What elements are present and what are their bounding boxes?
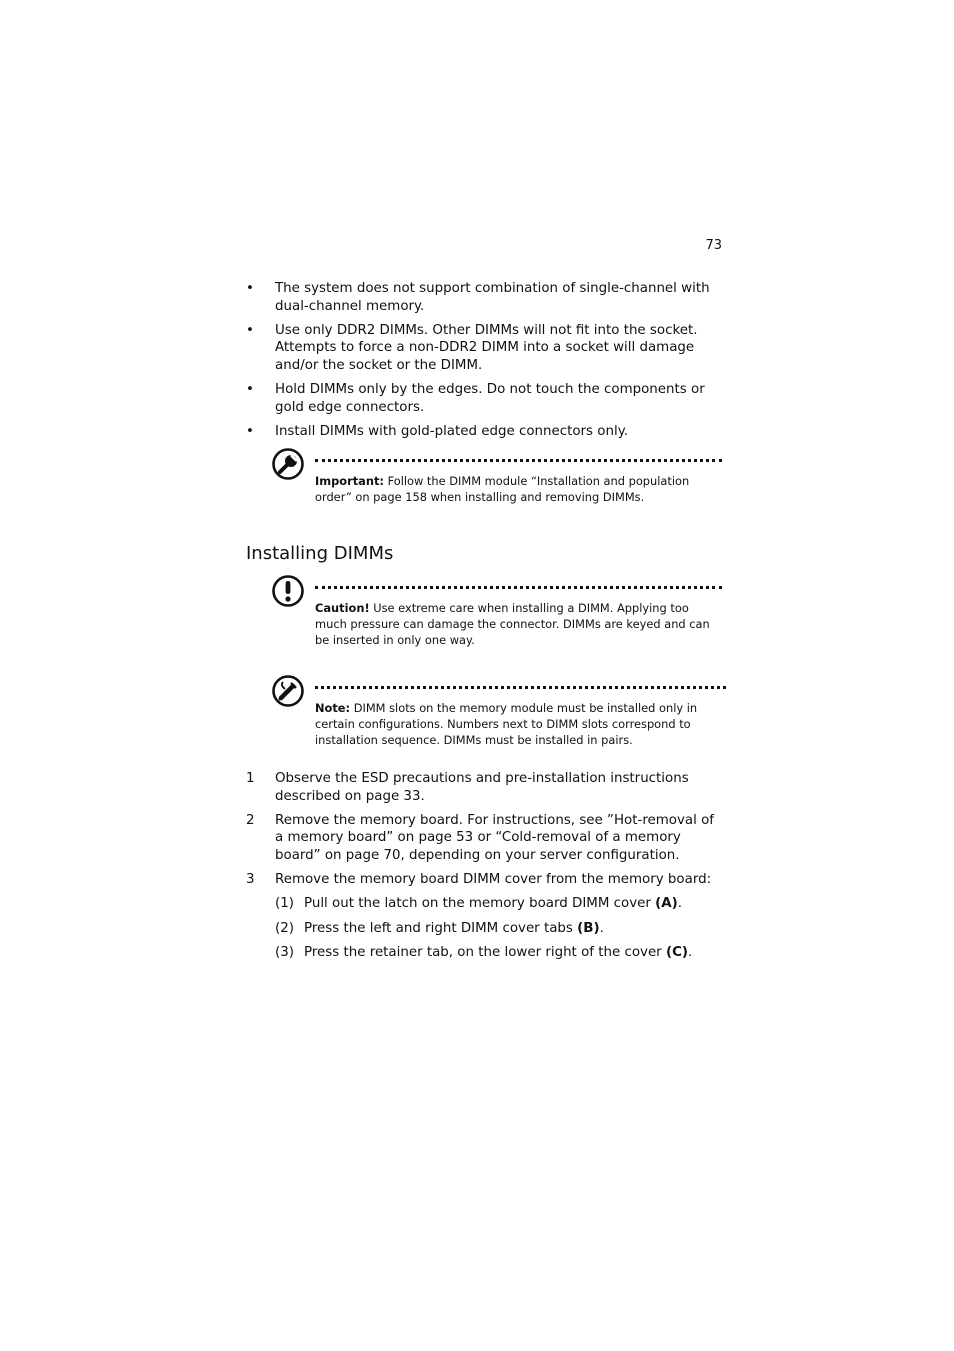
substep-end: . [599, 920, 604, 936]
dotted-divider [315, 586, 722, 589]
list-item [246, 322, 726, 375]
important-body: Follow the DIMM module “Installation and population order” on page 158 when installing and removing DIMMs. [315, 474, 690, 505]
caution-text [315, 600, 719, 649]
list-item-text: Use only DDR2 DIMMs. Other DIMMs will not fit into the socket. Attempts to force a non-DDR2 DIMM into a socket will damage and/or the socket or the DIMM. [275, 322, 698, 373]
list-item-text: The system does not support combination of single-channel with dual-channel memory. [275, 281, 710, 314]
dotted-divider [315, 686, 726, 689]
substep-text: Press the left and right DIMM cover tabs [304, 920, 578, 936]
step-number: 3 [246, 871, 255, 887]
list-item [246, 423, 726, 441]
list-item-text: Hold DIMMs only by the edges. Do not touch the components or gold edge connectors. [275, 381, 705, 415]
callout-label: (A) [655, 896, 678, 912]
step-number: 1 [246, 771, 255, 786]
bullet-marker: • [246, 281, 254, 296]
exclamation-icon [271, 574, 305, 608]
step-number: 2 [246, 812, 255, 828]
step-item [246, 812, 726, 865]
pen-icon [271, 674, 305, 708]
step-item [246, 871, 726, 962]
caution-label: Caution! [315, 601, 370, 615]
substep-end: . [677, 896, 682, 912]
page-number: 73 [705, 238, 722, 253]
caution-body: Use extreme care when installing a DIMM. Applying too much pressure can damage the connector. DIMMs are keyed and can be inserted in only one way. [315, 601, 710, 648]
bullet-marker: • [246, 381, 254, 397]
substep-number: (3) [275, 945, 294, 961]
note-text [315, 700, 719, 749]
substep-item [275, 895, 726, 913]
substep-item [275, 944, 726, 962]
substep-text: Press the retainer tab, on the lower right of the cover [304, 945, 666, 961]
step-text: Observe the ESD precautions and pre-installation instructions described on page 33. [275, 771, 689, 804]
note-label: Note: [315, 701, 351, 715]
wrench-icon [271, 447, 305, 481]
installation-steps [246, 770, 726, 969]
bullet-marker: • [246, 322, 254, 338]
dotted-divider [315, 459, 722, 462]
substep-end: . [688, 945, 693, 961]
step-text: Remove the memory board. For instructions, see ”Hot-removal of a memory board” on page 53 or “Cold-removal of a memory board” on page 70, depending on your server configuration. [275, 812, 715, 863]
substep-item [275, 920, 726, 938]
list-item-text: Install DIMMs with gold-plated edge connectors only. [275, 423, 628, 439]
list-item [246, 280, 726, 315]
section-heading: Installing DIMMs [246, 543, 394, 564]
list-item [246, 381, 726, 416]
substep-number: (1) [275, 896, 294, 912]
important-label: Important: [315, 474, 384, 488]
important-text [315, 473, 719, 505]
bullet-marker: • [246, 423, 254, 439]
step-item [246, 770, 726, 805]
step-text: Remove the memory board DIMM cover from the memory board: [275, 871, 712, 887]
requirements-list [246, 280, 726, 447]
substep-text: Pull out the latch on the memory board DIMM cover [304, 896, 656, 912]
callout-label: (C) [665, 945, 689, 961]
substep-list [275, 895, 726, 962]
callout-label: (B) [577, 920, 600, 936]
substep-number: (2) [275, 920, 294, 936]
note-body: DIMM slots on the memory module must be installed only in certain configurations. Numbers next to DIMM slots correspond to installation sequence. DIMMs must be installed in pairs. [315, 701, 698, 748]
